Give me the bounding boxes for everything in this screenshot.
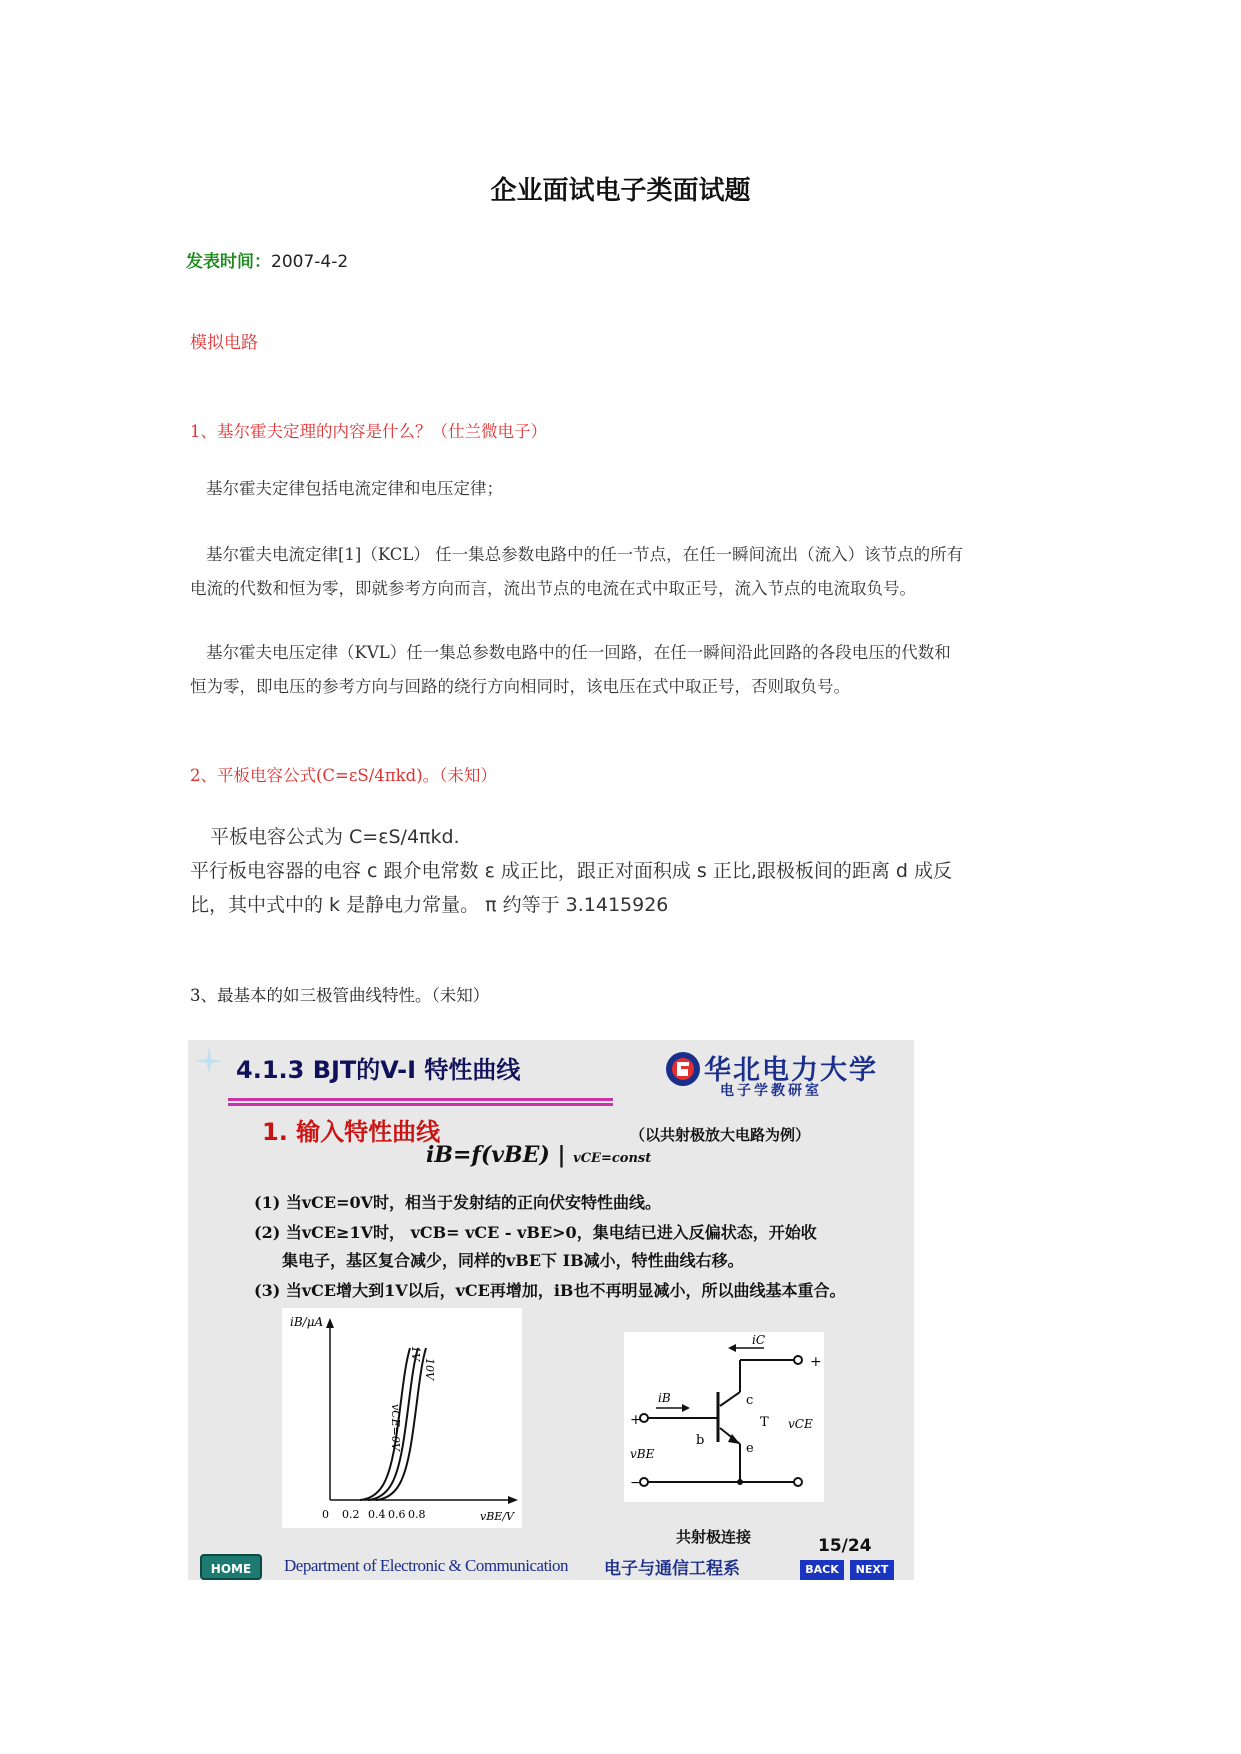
slide-subtitle: 1. 输入特性曲线: [262, 1118, 441, 1146]
bjt-slide-image: [188, 1040, 914, 1580]
question-2-title: 2、平板电容公式(C=εS/4πkd)。（未知）: [190, 766, 497, 785]
logo-department-name: 电子学教研室: [720, 1083, 822, 1099]
sparkle-icon: [194, 1046, 224, 1076]
x-tick-2: 0.4: [368, 1508, 386, 1521]
label-vbe: vBE: [630, 1447, 655, 1461]
question-3-title: 3、最基本的如三极管曲线特性。（未知）: [190, 986, 490, 1005]
publish-date-value: 2007-4-2: [271, 252, 349, 272]
slide-formula: [426, 1142, 651, 1168]
label-e: e: [746, 1441, 754, 1456]
department-name: Department of Electronic & Communication: [284, 1556, 569, 1575]
formula-condition: vCE=const: [573, 1151, 652, 1166]
question-1-title: 1、基尔霍夫定理的内容是什么？（仕兰微电子）: [190, 422, 547, 441]
ic-arrow-icon: [728, 1344, 736, 1352]
page-title: 企业面试电子类面试题: [490, 176, 751, 206]
common-emitter-circuit: [624, 1332, 824, 1502]
department-name-cn: 电子与通信工程系: [604, 1559, 740, 1579]
ib-arrow-icon: [682, 1404, 690, 1412]
junction-dot: [737, 1479, 743, 1485]
slide-page-number: 15/24: [818, 1536, 872, 1556]
x-tick-0: 0: [322, 1508, 329, 1521]
q1-paragraph-1: 基尔霍夫定律包括电流定律和电压定律；: [206, 479, 503, 498]
x-axis-arrow: [508, 1496, 518, 1504]
slide-line-2: (2) 当vCE≥1V时， vCB= vCE - vBE>0，集电结已进入反偏状态，开始收: [254, 1223, 817, 1242]
back-button[interactable]: BACK: [800, 1560, 844, 1580]
minus-left: −: [630, 1475, 642, 1491]
curve-label-0v: vCE=0V: [389, 1404, 402, 1451]
terminal-ground-right: [794, 1478, 802, 1486]
publish-date: [186, 247, 348, 272]
collector-lead: [720, 1392, 740, 1406]
heading-underline-2: [228, 1103, 613, 1106]
q2-line-3: 比，其中式中的 k 是静电力常量。 π 约等于 3.1415926: [190, 894, 669, 916]
x-tick-1: 0.2: [342, 1508, 360, 1521]
x-axis-label: vBE/V: [480, 1510, 514, 1523]
q1-paragraph-3b: 恒为零，即电压的参考方向与回路的绕行方向相同时，该电压在式中取正号，否则取负号。: [190, 677, 850, 696]
next-button[interactable]: NEXT: [850, 1560, 894, 1580]
circuit-schematic: [624, 1332, 824, 1502]
label-vce: vCE: [788, 1417, 813, 1431]
slide-note: （以共射极放大电路为例）: [630, 1126, 811, 1144]
input-characteristic-plot: [282, 1308, 522, 1528]
logo-university-name: 华北电力大学: [704, 1055, 878, 1086]
slide-footer: [188, 1548, 914, 1580]
q1-paragraph-2a: 基尔霍夫电流定律[1]（KCL） 任一集总参数电路中的任一节点，在任一瞬间流出（流入）该节点的所有: [206, 545, 964, 564]
terminal-collector: [794, 1356, 802, 1364]
label-b: b: [696, 1433, 705, 1448]
section-heading: 模拟电路: [190, 333, 258, 353]
slide-line-4: (3) 当vCE增大到1V以后，vCE再增加，iB也不再明显减小，所以曲线基本重合。: [254, 1281, 846, 1300]
plus-left: +: [630, 1412, 642, 1428]
heading-underline: [228, 1098, 613, 1101]
y-axis-arrow: [326, 1318, 334, 1328]
q1-paragraph-2b: 电流的代数和恒为零，即就参考方向而言，流出节点的电流在式中取正号，流入节点的电流取负号。: [190, 579, 916, 598]
slide-line-3: 集电子，基区复合减少，同样的vBE下 IB减小，特性曲线右移。: [282, 1251, 744, 1270]
university-logo: [664, 1046, 900, 1104]
y-axis-label: iB/μA: [290, 1315, 324, 1329]
label-t: T: [760, 1415, 769, 1430]
x-tick-3: 0.6: [388, 1508, 406, 1521]
x-tick-4: 0.8: [408, 1508, 426, 1521]
publish-date-label: 发表时间：: [186, 252, 271, 272]
q2-line-1: 平板电容公式为 C=εS/4πkd.: [210, 826, 460, 848]
q1-paragraph-3a: 基尔霍夫电压定律（KVL）任一集总参数电路中的任一回路，在任一瞬间沿此回路的各段电压的代数和: [206, 643, 951, 662]
label-c: c: [746, 1393, 754, 1408]
plus-right: +: [810, 1354, 822, 1370]
label-ib: iB: [658, 1391, 671, 1405]
circuit-caption: 共射极连接: [676, 1528, 752, 1546]
home-button[interactable]: HOME: [200, 1554, 262, 1580]
university-emblem-icon: [664, 1050, 702, 1088]
slide-line-1: (1) 当vCE=0V时，相当于发射结的正向伏安特性曲线。: [254, 1193, 662, 1212]
curve-label-1v: 1V: [409, 1346, 422, 1361]
input-characteristic-graph: [282, 1308, 522, 1528]
label-ic: iC: [752, 1333, 766, 1347]
q2-line-2: 平行板电容器的电容 c 跟介电常数 ε 成正比，跟正对面积成 s 正比,跟极板间的距离 d 成反: [190, 860, 953, 882]
curve-label-10v: 10V: [423, 1358, 436, 1380]
formula-main: iB=f(vBE) |: [426, 1142, 566, 1168]
slide-heading: 4.1.3 BJT的V-I 特性曲线: [236, 1056, 521, 1084]
